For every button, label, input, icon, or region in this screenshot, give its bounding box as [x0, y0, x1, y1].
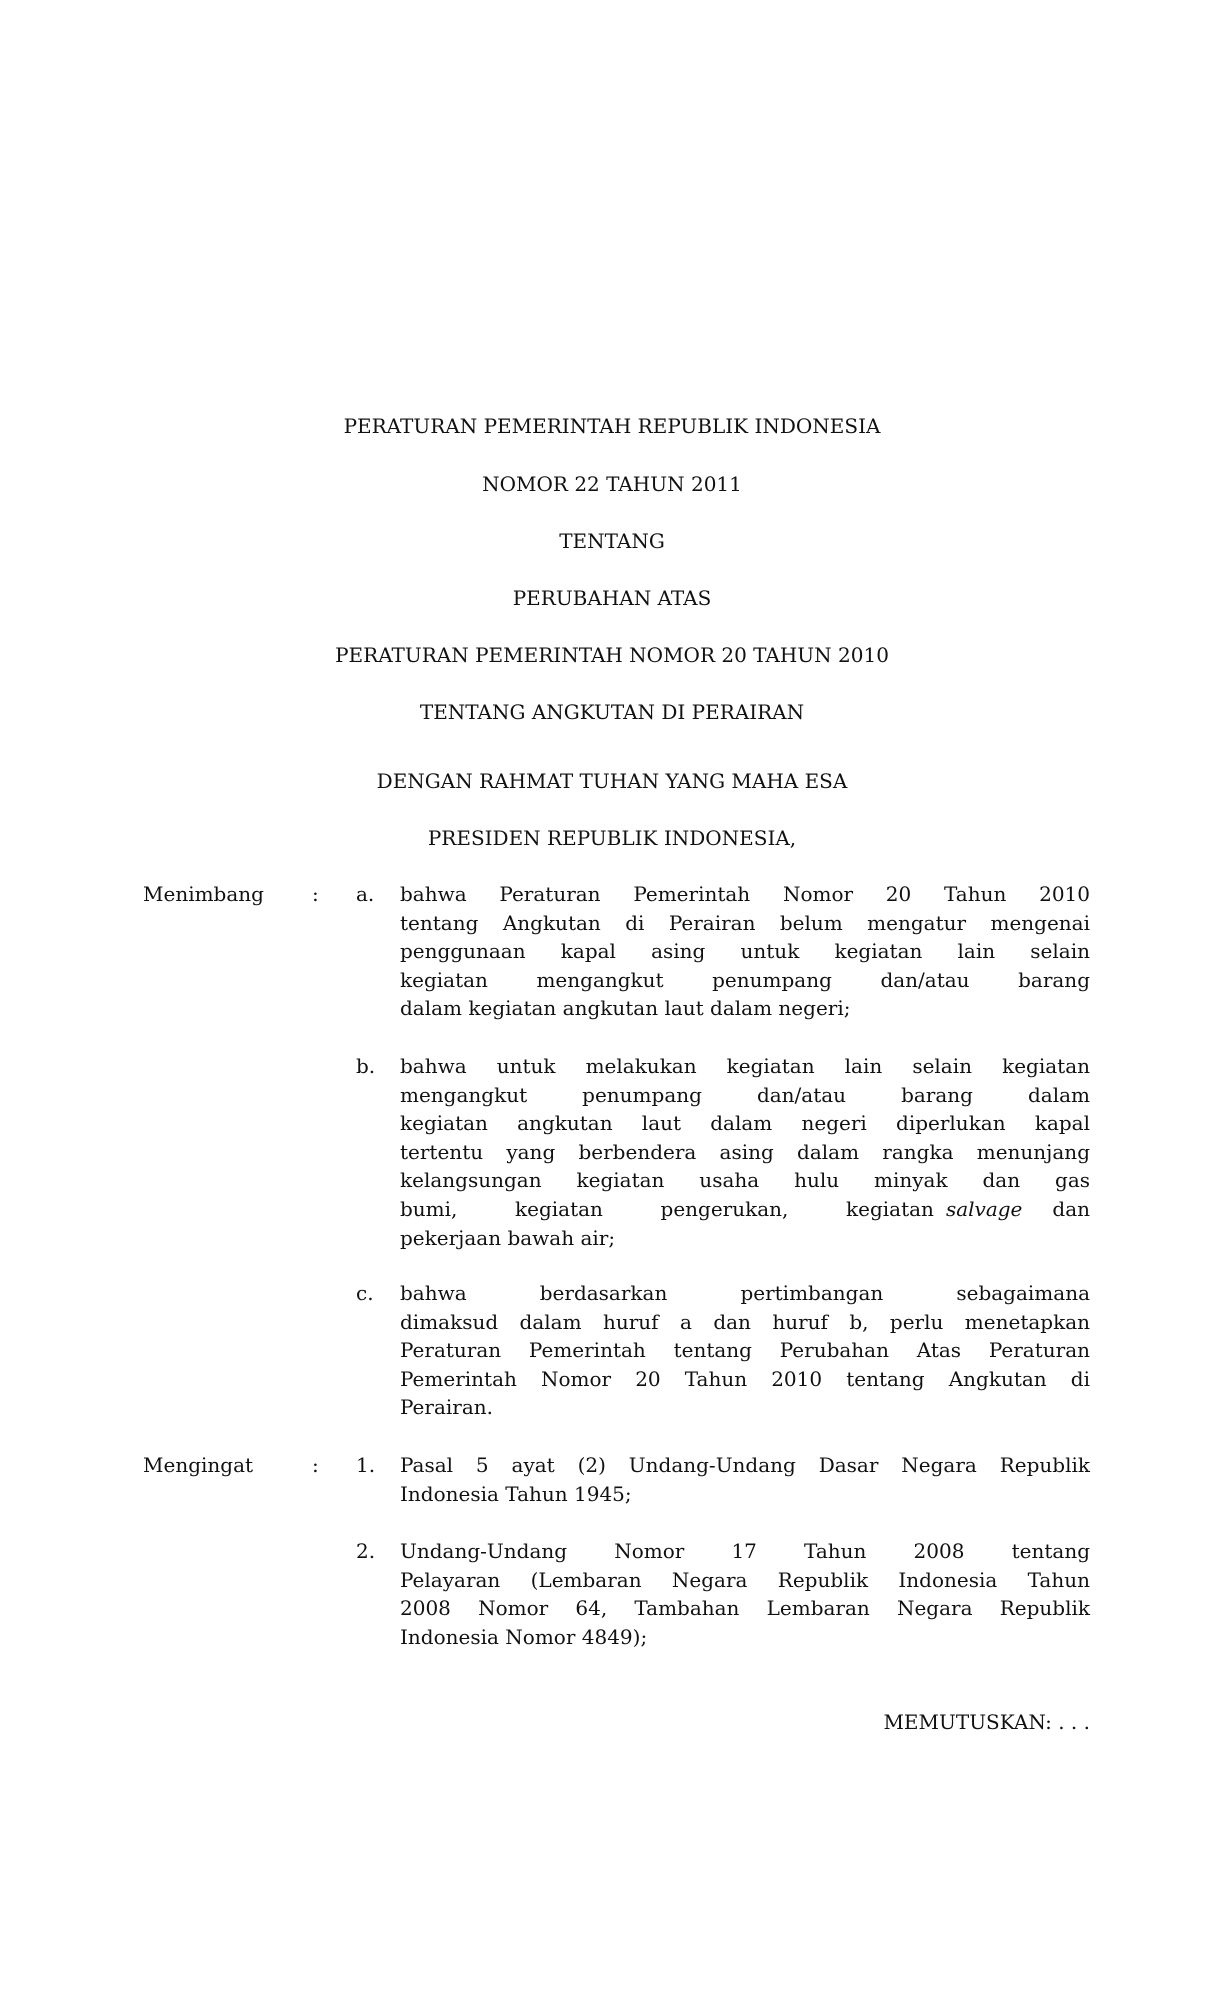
- item-marker: b.: [356, 1054, 376, 1078]
- item-marker: a.: [356, 882, 375, 906]
- title-regulation-ref: PERATURAN PEMERINTAH NOMOR 20 TAHUN 2010: [335, 643, 889, 667]
- text-line: Pelayaran (Lembaran Negara Republik Indonesia Tahun: [400, 1567, 1090, 1592]
- text-line: penggunaan kapal asing untuk kegiatan lain selain: [400, 939, 1090, 964]
- text-line: dalam kegiatan angkutan laut dalam negeri;: [400, 996, 851, 1021]
- menimbang-colon: :: [312, 882, 319, 906]
- mengingat-label: Mengingat: [143, 1453, 254, 1477]
- text-line: tentang Angkutan di Perairan belum mengatur mengenai: [400, 910, 1090, 935]
- text-line: mengangkut penumpang dan/atau barang dalam: [400, 1082, 1090, 1107]
- text-line: Peraturan Pemerintah tentang Perubahan Atas Peraturan: [400, 1338, 1090, 1363]
- mengingat-colon: :: [312, 1453, 319, 1477]
- text-line: Pemerintah Nomor 20 Tahun 2010 tentang Angkutan di: [400, 1366, 1090, 1391]
- continuation-catchword: MEMUTUSKAN: . . .: [883, 1710, 1090, 1734]
- text-line-with-italic: [400, 1195, 1090, 1224]
- text-line: bahwa Peraturan Pemerintah Nomor 20 Tahun 2010: [400, 882, 1090, 906]
- text-line: kegiatan angkutan laut dalam negeri diperlukan kapal: [400, 1111, 1090, 1136]
- text-line: Indonesia Tahun 1945;: [400, 1481, 632, 1506]
- title-perubahan: PERUBAHAN ATAS: [512, 586, 712, 610]
- text-line: bahwa berdasarkan pertimbangan sebagaimana: [400, 1281, 1090, 1305]
- preamble-rahmat: DENGAN RAHMAT TUHAN YANG MAHA ESA: [376, 769, 848, 793]
- preamble-presiden: PRESIDEN REPUBLIK INDONESIA,: [427, 826, 797, 850]
- title-subject: TENTANG ANGKUTAN DI PERAIRAN: [419, 700, 805, 724]
- item-marker: 1.: [356, 1453, 376, 1477]
- title-line-1: PERATURAN PEMERINTAH REPUBLIK INDONESIA: [343, 414, 881, 438]
- text-line: Perairan.: [400, 1395, 493, 1420]
- text-line: kegiatan mengangkut penumpang dan/atau barang: [400, 967, 1090, 992]
- text-segment: dan: [1052, 1196, 1090, 1221]
- italic-term: salvage: [945, 1196, 1023, 1221]
- text-line: tertentu yang berbendera asing dalam rangka menunjang: [400, 1139, 1090, 1164]
- title-number: NOMOR 22 TAHUN 2011: [482, 472, 742, 496]
- item-marker: c.: [356, 1281, 374, 1305]
- text-segment: bumi, kegiatan pengerukan, kegiatan: [400, 1196, 934, 1221]
- text-line: dimaksud dalam huruf a dan huruf b, perlu menetapkan: [400, 1309, 1090, 1334]
- menimbang-label: Menimbang: [143, 882, 264, 906]
- text-line: 2008 Nomor 64, Tambahan Lembaran Negara Republik: [400, 1596, 1090, 1621]
- text-line: Pasal 5 ayat (2) Undang-Undang Dasar Negara Republik: [400, 1453, 1090, 1477]
- text-line: kelangsungan kegiatan usaha hulu minyak dan gas: [400, 1168, 1090, 1193]
- item-marker: 2.: [356, 1539, 376, 1563]
- title-tentang: TENTANG: [559, 529, 665, 553]
- text-line: Undang-Undang Nomor 17 Tahun 2008 tentang: [400, 1539, 1090, 1563]
- text-line: pekerjaan bawah air;: [400, 1225, 616, 1250]
- text-line: Indonesia Nomor 4849);: [400, 1624, 648, 1649]
- text-line: bahwa untuk melakukan kegiatan lain selain kegiatan: [400, 1054, 1090, 1078]
